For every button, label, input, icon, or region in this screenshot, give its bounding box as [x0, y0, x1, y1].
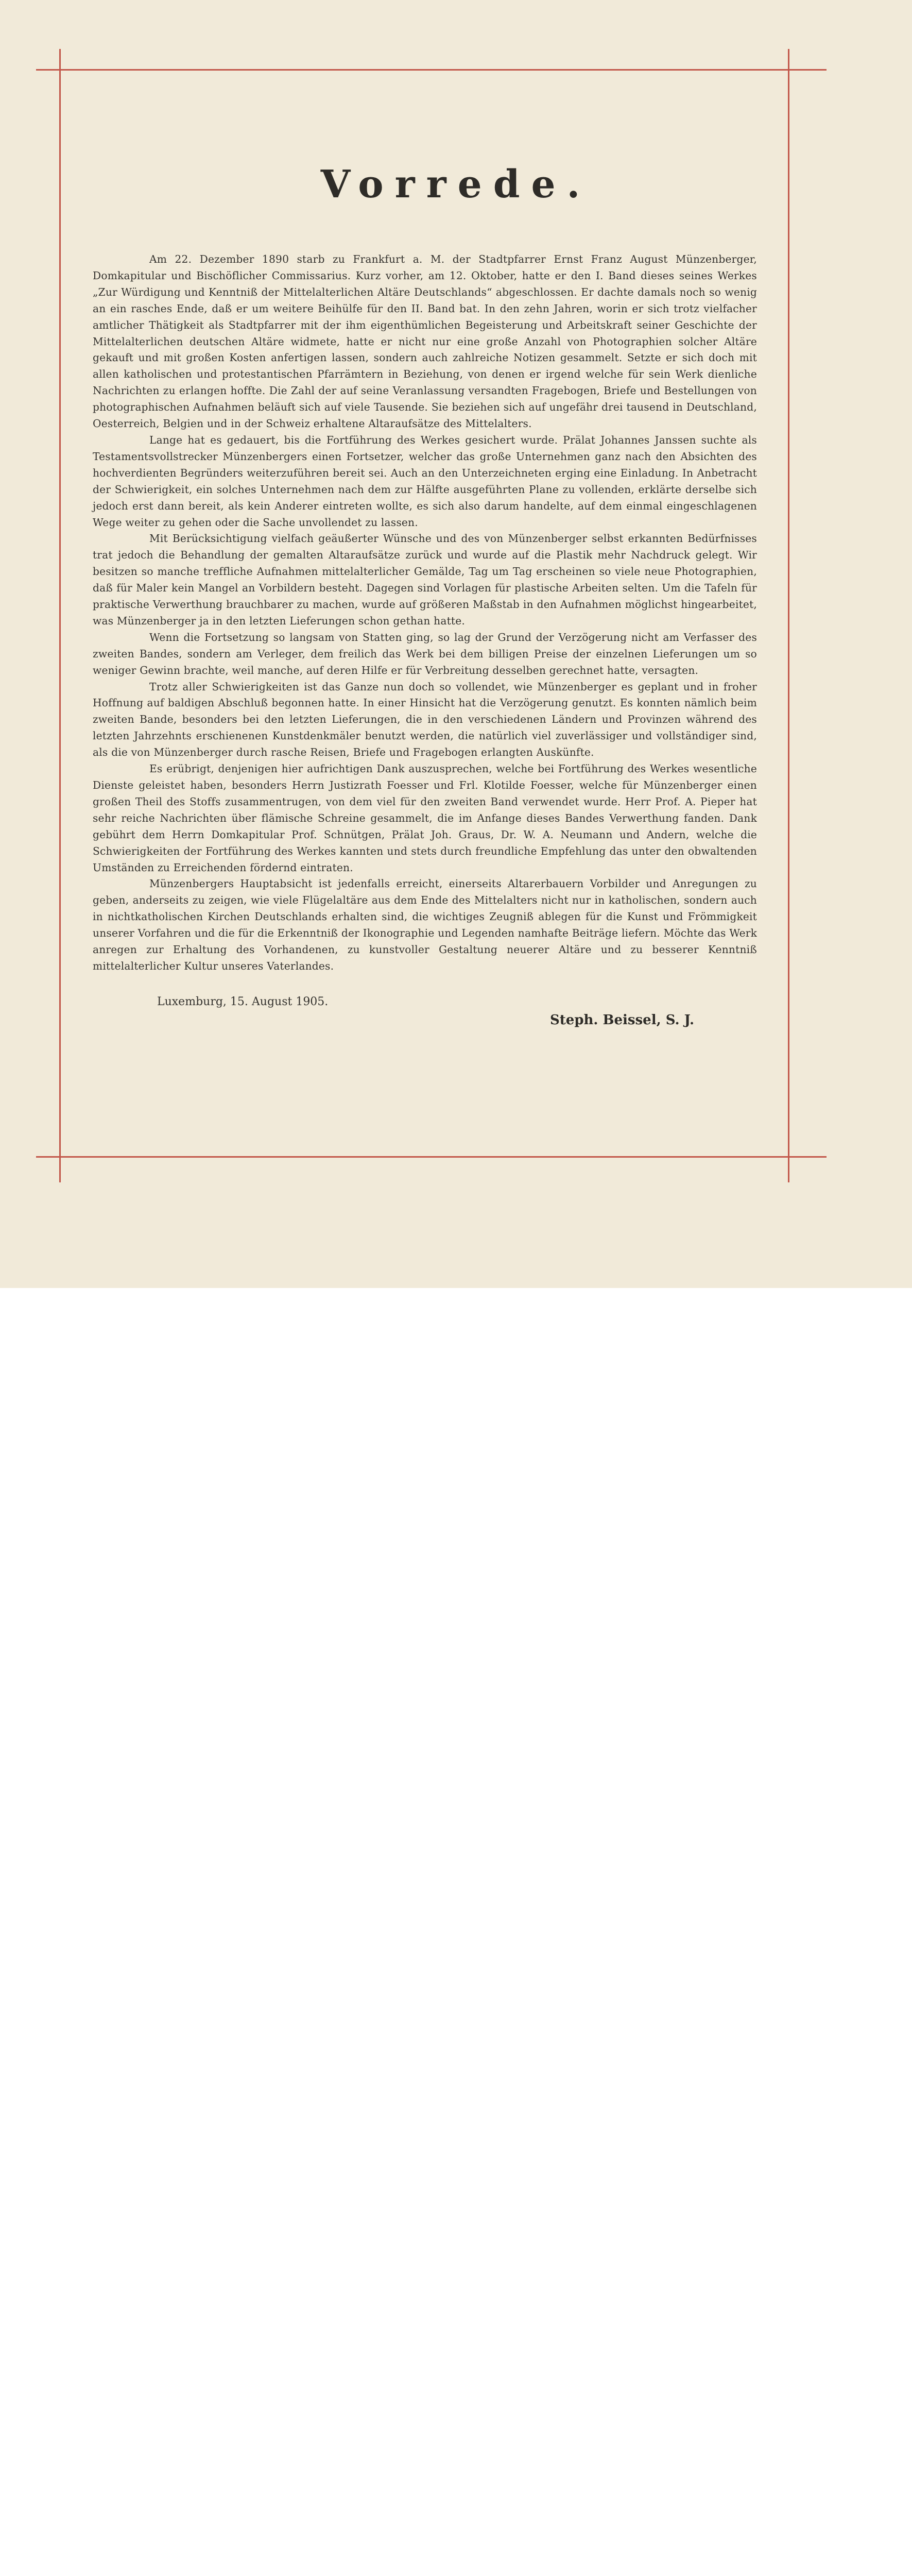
paragraph: Wenn die Fortsetzung so langsam von Statten ging, so lag der Grund der Verzögerung nicht am Verfasser des zweiten Bandes, sondern am Verleger, dem freilich das Werk bei dem billigen Preise der einzelnen Lieferungen um so weniger Gewinn brachte, weil manche, auf deren Hilfe er für Verbreitung desselben gerechnet hatte, versagten. — [93, 631, 757, 676]
paragraph: Mit Berücksichtigung vielfach geäußerter Wünsche und des von Münzenberger selbst erkannten Bedürfnisses trat jedoch die Behandlung der gemalten Altaraufsätze zurück und wurde auf die Plastik mehr Nachdruck gelegt. Wir besitzen so manche treffliche Aufnahmen mittelalterlicher Gemälde, Tag um Tag erscheinen so viele neue Photographien, daß für Maler kein Mangel an Vorbildern besteht. Dagegen sind Vorlagen für plastische Arbeiten selten. Um die Tafeln für praktische Verwerthung brauchbarer zu machen, wurde auf größeren Maßstab in den Aufnahmen möglichst hingearbeitet, was Münzenberger ja in den letzten Lieferungen schon gethan hatte. — [93, 532, 757, 627]
paragraph: Trotz aller Schwierigkeiten ist das Ganze nun doch so vollendet, wie Münzenberger es geplant und in froher Hoffnung auf baldigen Abschluß begonnen hatte. In einer Hinsicht hat die Verzögerung genutzt. Es konnten nämlich beim zweiten Bande, besonders bei den letzten Lieferungen, die in den verschiedenen Ländern und Provinzen während des letzten Jahrzehnts erschienenen Kunstdenkmäler benutzt werden, die natürlich viel zuverlässiger und vollständiger sind, als die von Münzenberger durch rasche Reisen, Briefe und Fragebogen erlangten Auskünfte. — [93, 680, 757, 759]
signature: Steph. Beissel, S. J. — [550, 1012, 694, 1028]
paragraph: Es erübrigt, denjenigen hier aufrichtigen Dank auszusprechen, welche bei Fortführung des Werkes wesentliche Dienste geleistet haben, besonders Herrn Justizrath Foesser und Frl. Klotilde Foesser, welche für Münzenberger einen großen Theil des Stoffs zusammentrugen, von dem viel für den zweiten Band verwendet wurde. Herr Prof. A. Pieper hat sehr reiche Nachrichten über flämische Schreine gesammelt, die im Anfange dieses Bandes Verwerthung fanden. Dank gebührt dem Herrn Domkapitular Prof. Schnütgen, Prälat Joh. Graus, Dr. W. A. Neumann und Andern, welche die Schwierigkeiten der Fortführung des Werkes kannten und stets durch freundliche Empfehlung das unter den obwaltenden Umständen zu Erreichenden fördernd eintraten. — [93, 762, 757, 874]
top-border-rule — [36, 69, 827, 71]
bottom-border-rule — [36, 1156, 827, 1158]
preface-body — [93, 251, 757, 975]
dateline: Luxemburg, 15. August 1905. — [157, 995, 329, 1008]
right-border-rule — [788, 49, 789, 1182]
left-border-rule — [59, 49, 61, 1182]
paragraph: Lange hat es gedauert, bis die Fortführung des Werkes gesichert wurde. Prälat Johannes Janssen suchte als Testamentsvollstrecker Münzenbergers einen Fortsetzer, welcher das große Unternehmen ganz nach den Absichten des hochverdienten Begründers weiterzuführen bereit sei. Auch an den Unterzeichneten erging eine Einladung. In Anbetracht der Schwierigkeit, ein solches Unternehmen nach dem zur Hälfte ausgeführten Plane zu vollenden, erklärte derselbe sich jedoch erst dann bereit, als kein Anderer eintreten wollte, es sich also darum handelte, auf dem einmal eingeschlagenen Wege weiter zu gehen oder die Sache unvollendet zu lassen. — [93, 433, 757, 529]
paragraph: Münzenbergers Hauptabsicht ist jedenfalls erreicht, einerseits Altarerbauern Vorbilder und Anregungen zu geben, anderseits zu zeigen, wie viele Flügelaltäre aus dem Ende des Mittelalters nicht nur in katholischen, sondern auch in nichtkatholischen Kirchen Deutschlands erhalten sind, die wichtiges Zeugniß ablegen für die Kunst und Frömmigkeit unserer Vorfahren und die für die Erkenntniß der Ikonographie und Legenden namhafte Beiträge liefern. Möchte das Werk anregen zur Erhaltung des Vorhandenen, zu kunstvoller Gestaltung neuerer Altäre und zu besserer Kenntniß mittelalterlicher Kultur unseres Vaterlandes. — [93, 877, 757, 972]
paragraph: Am 22. Dezember 1890 starb zu Frankfurt a. M. der Stadtpfarrer Ernst Franz August Münzenberger, Domkapitular und Bischöflicher Commissarius. Kurz vorher, am 12. Oktober, hatte er den I. Band dieses seines Werkes „Zur Würdigung und Kenntniß der Mittelalterlichen Altäre Deutschlands“ abgeschlossen. Er dachte damals noch so wenig an ein rasches Ende, daß er um weitere Beihülfe für den II. Band bat. In den zehn Jahren, worin er sich trotz vielfacher amtlicher Thätigkeit als Stadtpfarrer mit der ihm eigenthümlichen Begeisterung und Arbeitskraft seiner Geschichte der Mittelalterlichen deutschen Altäre widmete, hatte er nicht nur eine große Anzahl von Photographien solcher Altäre gekauft und mit großen Kosten anfertigen lassen, sondern auch zahlreiche Notizen gesammelt. Setzte er sich doch mit allen katholischen und protestantischen Pfarrämtern in Beziehung, von denen er irgend welche für sein Werk dienliche Nachrichten zu erlangen hoffte. Die Zahl der auf seine Veranlassung versandten Fragebogen, Briefe und Bestellungen von photographischen Aufnahmen beläuft sich auf viele Tausende. Sie beziehen sich auf ungefähr drei tausend in Deutschland, Oesterreich, Belgien und in der Schweiz erhaltene Altaraufsätze des Mittelalters. — [93, 253, 757, 430]
page-title: Vorrede. — [320, 162, 592, 207]
footer-bar — [0, 1288, 912, 1354]
